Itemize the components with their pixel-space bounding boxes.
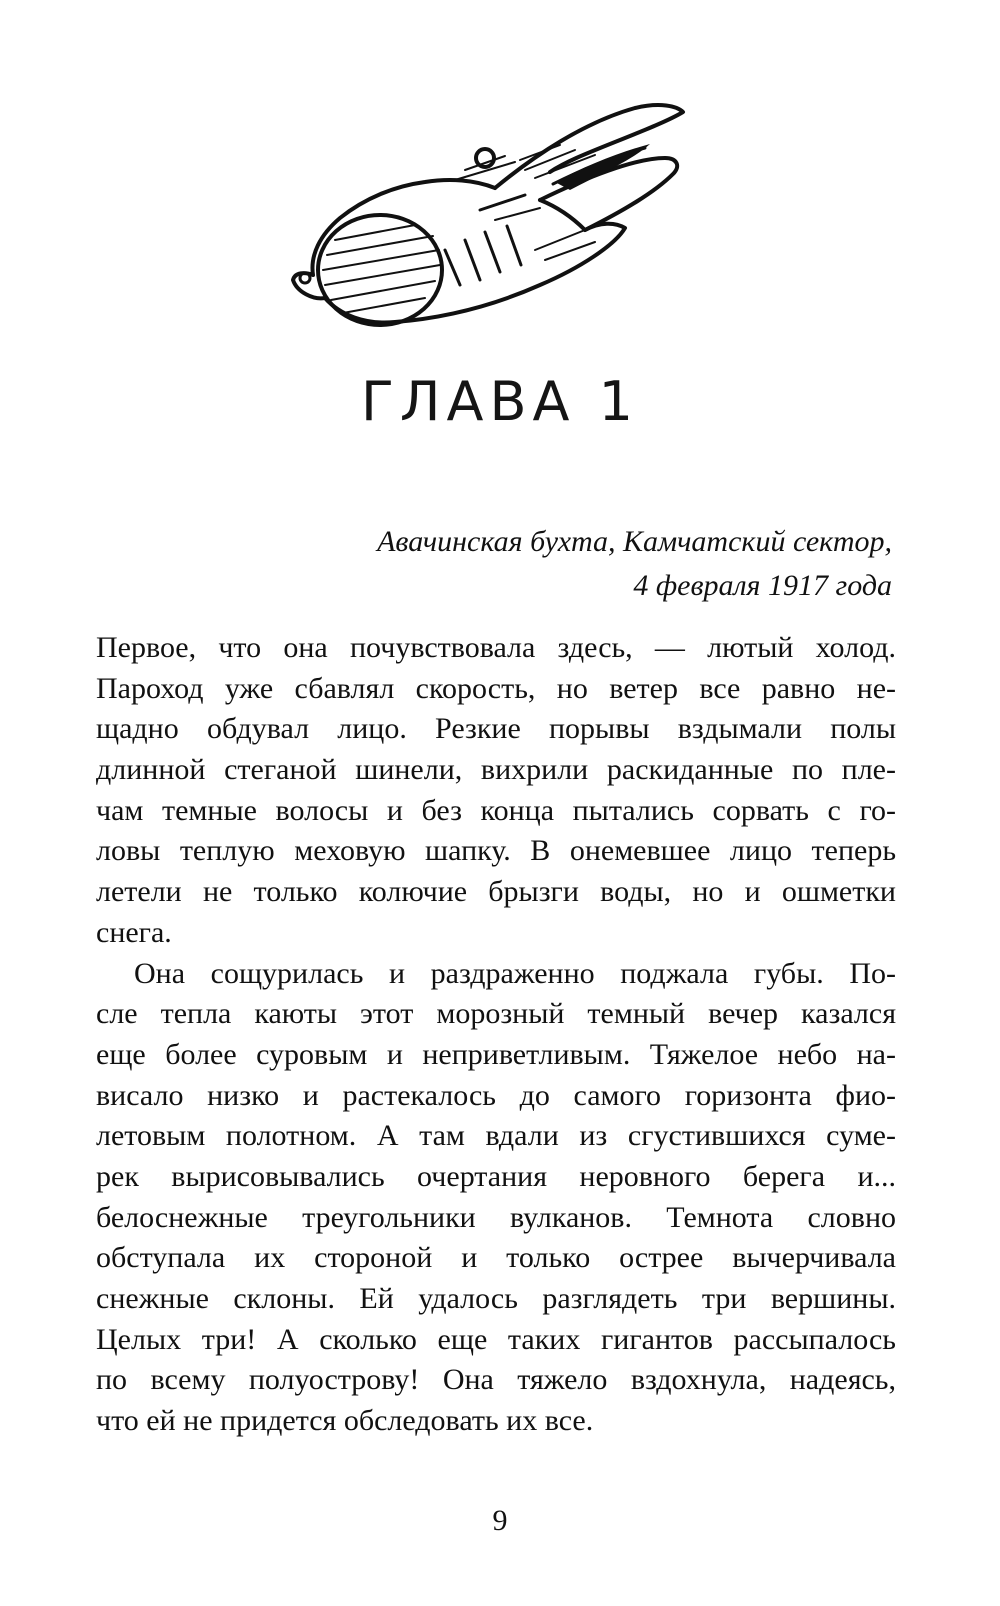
text-line: длинной стеганой шинели, вихрили раскиданные по пле- bbox=[96, 753, 896, 787]
epigraph-date: 4 февраля 1917 года bbox=[633, 569, 892, 602]
chapter-body-text bbox=[96, 628, 896, 1442]
text-line: ловы теплую меховую шапку. В онемевшее лицо теперь bbox=[96, 834, 896, 868]
paragraph bbox=[96, 628, 896, 954]
text-line: летовым полотном. А там вдали из сгустившихся суме- bbox=[96, 1119, 896, 1153]
chapter-title: ГЛАВА 1 bbox=[361, 370, 639, 433]
text-line: обступала их стороной и только острее вычерчивала bbox=[96, 1241, 896, 1275]
text-line: рек вырисовывались очертания неровного берега и... bbox=[96, 1159, 896, 1193]
text-line: Пароход уже сбавлял скорость, но ветер все равно не- bbox=[96, 671, 896, 705]
text-line: чам темные волосы и без конца пытались сорвать с го- bbox=[96, 793, 896, 827]
carved-wooden-bird-icon bbox=[285, 100, 705, 340]
text-line: еще более суровым и неприветливым. Тяжелое небо на- bbox=[96, 1037, 896, 1071]
epigraph bbox=[192, 520, 892, 608]
text-line: Она сощурилась и раздраженно поджала губы. По- bbox=[134, 956, 896, 990]
page-number: 9 bbox=[492, 1504, 508, 1537]
text-line: щадно обдувал лицо. Резкие порывы вздымали полы bbox=[96, 712, 896, 746]
text-line: белоснежные треугольники вулканов. Темнота словно bbox=[96, 1200, 896, 1234]
text-line: Целых три! А сколько еще таких гигантов рассыпалось bbox=[96, 1322, 896, 1356]
text-line: летели не только колючие брызги воды, но и ошметки bbox=[96, 875, 896, 909]
text-line: снежные склоны. Ей удалось разглядеть три вершины. bbox=[96, 1282, 896, 1315]
text-line: висало низко и растекалось до самого горизонта фио- bbox=[96, 1078, 896, 1112]
text-line: сле тепла каюты этот морозный темный вечер казался bbox=[96, 997, 896, 1031]
text-line: по всему полуострову! Она тяжело вздохнула, надеясь, bbox=[96, 1363, 896, 1397]
text-line: снега. bbox=[96, 915, 172, 949]
text-line: Первое, что она почувствовала здесь, — лютый холод. bbox=[96, 631, 896, 664]
epigraph-location: Авачинская бухта, Камчатский сектор, bbox=[377, 525, 892, 558]
text-line: что ей не придется обследовать их все. bbox=[96, 1404, 594, 1438]
paragraph bbox=[96, 954, 896, 1442]
